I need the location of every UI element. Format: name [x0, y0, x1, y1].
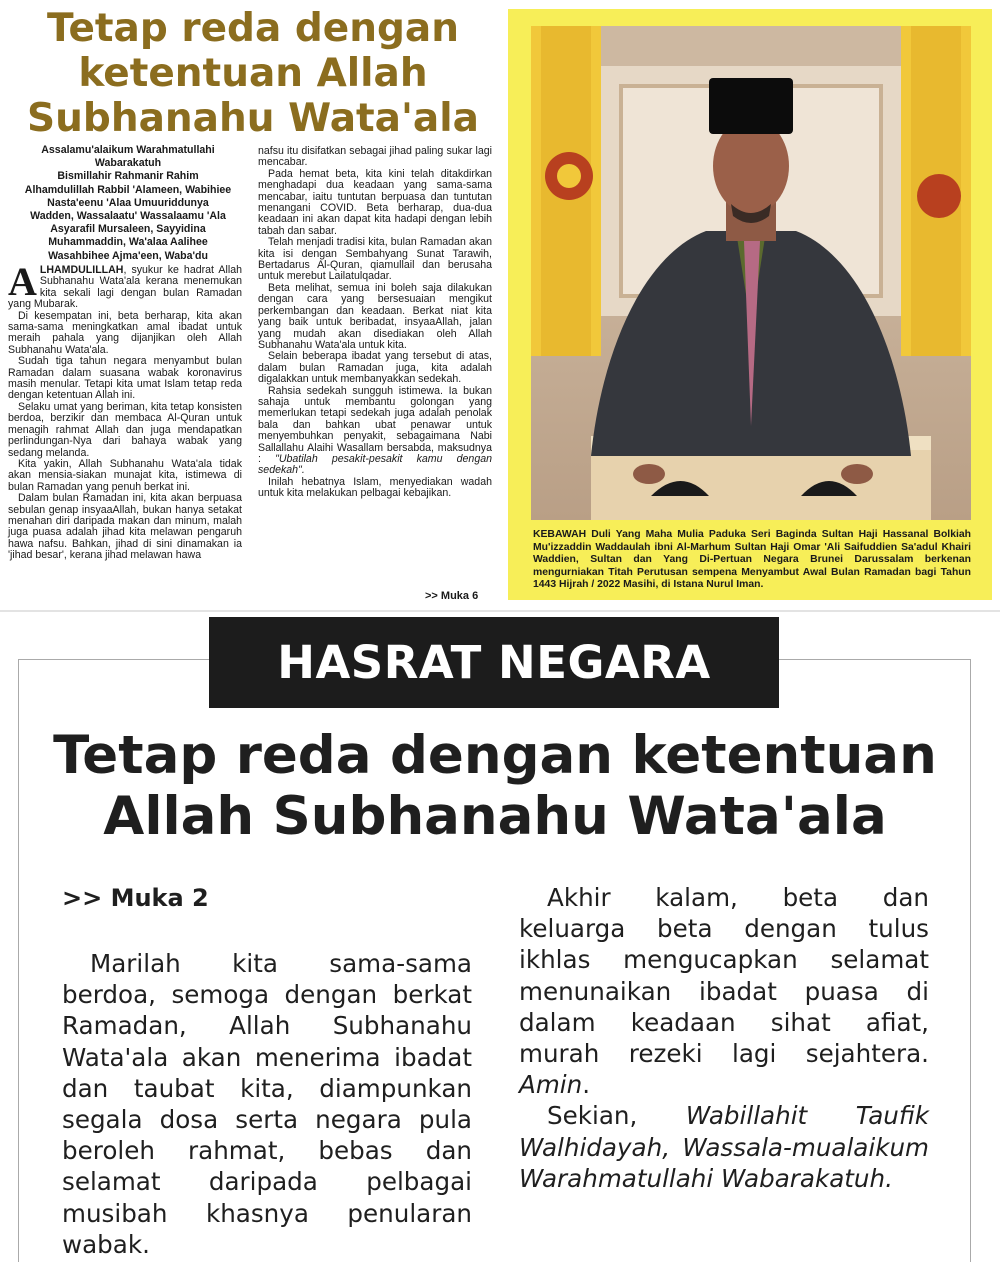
salutation-line: Muhammaddin, Wa'alaa Aalihee [48, 236, 208, 249]
top-headline-line: Tetap reda dengan [47, 6, 459, 51]
article-paragraph: Inilah hebatnya Islam, menyediakan wadah untuk kita melakukan pelbagai kebajikan. [258, 475, 492, 500]
salutation-line: Nasta'eenu 'Alaa Umuuriddunya [47, 196, 209, 209]
lead-rest: , syukur ke hadrat Allah Subhanahu Wata'ala kerana menemukan kita sekali lagi dengan bulan Ramadan yang Mubarak. [8, 264, 242, 311]
article-paragraph: Di kesempatan ini, beta berharap, kita akan sama-sama meningkatkan amal ibadat untuk meraih pahala yang dijanjikan oleh Allah Subhanahu Wata'ala. [8, 309, 242, 356]
bottom-headline-line: Tetap reda dengan ketentuan [53, 725, 937, 786]
photo-frame [508, 9, 992, 600]
article-paragraph: Sudah tiga tahun negara menyambut bulan Ramadan dalam suasana wabak koronavirus masih menular. Tetapi kita umat Islam tetap reda dengan ketentuan Allah ini. [8, 355, 242, 402]
article-paragraph: Pada hemat beta, kita kini telah ditakdirkan menghadapi dua keadaan yang sama-sama mencabar, iaitu tuntutan berpuasa dan tuntutan menangani COVID. Beta berharap, dua-dua keadaan ini akan dapat kita hadapi dengan lebih tabah dan sabar. [258, 167, 492, 237]
top-headline-line: Subhanahu Wata'ala [27, 96, 479, 141]
continued-link[interactable]: >> Muka 6 [425, 590, 479, 602]
lead-bold: LHAMDULILLAH [39, 264, 124, 276]
sekian-word: Sekian, [547, 1101, 686, 1131]
top-headline-line: ketentuan Allah [78, 51, 428, 96]
salutation-line: Wadden, Wassalaatu' Wassalaamu 'Ala [30, 210, 226, 223]
salutation-line: Wabarakatuh [94, 157, 162, 170]
closing-text: Akhir kalam, beta dan keluarga beta dengan tulus ikhlas mengucapkan selamat menunaikan ibadat puasa di dalam keadaan sihat afiat, murah rezeki lagi sejahtera. [519, 883, 929, 1069]
photo-caption: KEBAWAH Duli Yang Maha Mulia Paduka Seri Baginda Sultan Haji Hassanal Bolkiah Mu'izzaddin Waddaulah ibni Al-Marhum Sultan Haji Omar 'Ali Saifuddien Sa'adul Khairi Waddien, Sultan dan Yang Di-Pertuan Negara Brunei Darussalam berkenan mengurniakan Titah Perutusan sempena Menyambut Awal Bulan Ramadan bagi Tahun 1443 Hijrah / 2022 Masihi, di Istana Nurul Iman. [533, 529, 971, 591]
sultan-portrait-image [531, 26, 971, 520]
section-banner: HASRAT NEGARA [209, 617, 779, 708]
sedekah-quote: "Ubatilah pesakit-pesakit kamu dengan sedekah". [258, 452, 493, 477]
article-paragraph: nafsu itu disifatkan sebagai jihad paling sukar lagi mencabar. [258, 145, 492, 169]
bottom-headline [20, 725, 970, 847]
continued-from-label[interactable]: >> Muka 2 [62, 884, 209, 912]
article-column-2 [258, 146, 492, 500]
amin-period: . [582, 1070, 591, 1100]
article-column-1 [8, 259, 242, 562]
drop-cap: A [8, 259, 37, 304]
salutation-line: Wasahbihee Ajma'een, Waba'du [48, 249, 208, 262]
section-divider [0, 610, 1000, 612]
salutation-line: Alhamdulillah Rabbil 'Alameen, Wabihiee [24, 183, 232, 196]
bottom-headline-line: Allah Subhanahu Wata'ala [103, 786, 887, 847]
top-article [0, 0, 1000, 610]
article-paragraph: Selaku umat yang beriman, kita tetap konsisten berdoa, berzikir dan membaca Al-Quran untuk menagih rahmat Allah dan juga mendapatkan perlindungan-Nya dari bahaya wabak yang sedang melanda. [8, 400, 242, 459]
article-paragraph: Selain beberapa ibadat yang tersebut di atas, dalam bulan Ramadan juga, kita adalah digalakkan untuk membanyakkan sedekah. [258, 350, 492, 386]
lead-paragraph [8, 259, 242, 311]
sultan-photo [531, 26, 971, 520]
closing-salam: Wabillahit Taufik Walhidayah, Wassala-mualaikum Warahmatullahi Wabarakatuh. [519, 1101, 929, 1193]
article-paragraph: Telah menjadi tradisi kita, bulan Ramadan akan kita isi dengan Sembahyang Sunat Tarawih, Bertadarus Al-Quran, qiamullail dan berusaha untuk merebut Lailatulqadar. [258, 236, 492, 283]
article-paragraph: Dalam bulan Ramadan ini, kita akan berpuasa sebulan genap insyaaAllah, bukan hanya setakat menahan diri daripada makan dan minum, malah juga puasa adalah jihad kita melawan pengaruh hawa nafsu. Bahkan, jihad di sini dinamakan ia 'jihad besar', kerana jihad melawan hawa [8, 492, 242, 562]
article-paragraph [258, 386, 492, 477]
salutation-line: Assalamu'alaikum Warahmatullahi [41, 144, 215, 156]
sedekah-text: Rahsia sedekah sungguh istimewa. Ia bukan sahaja untuk membantu golongan yang memerlukan tetapi sedekah juga adalah penolak bala dan bahkan ubat penawar untuk menyembuhkan penyakit, sebagaimana Nabi Sallallahu Alaihi Wasallam bersabda, maksudnya : [258, 384, 492, 465]
article-paragraph: Beta melihat, semua ini boleh saja dilakukan dengan cara yang bersesuaian mengikut perkembangan dan keadaan. Berkat niat kita yang baik untuk beribadat, insyaaAllah, jalan yang mudah akan disediakan oleh Allah Subhanahu Wata'ala untuk kita. [258, 281, 492, 351]
amin-word: Amin [519, 1070, 583, 1100]
bottom-paragraph [519, 882, 929, 1100]
salutation-line: Bismillahir Rahmanir Rahim [57, 170, 199, 183]
bottom-paragraph: Marilah kita sama-sama berdoa, semoga dengan berkat Ramadan, Allah Subhanahu Wata'ala akan menerima ibadat dan taubat kita, diampunkan segala dosa serta negara pula beroleh rahmat, bebas dan selamat daripada pelbagai musibah khasnya penularan wabak. [62, 949, 472, 1259]
bottom-column-1 [62, 948, 472, 1260]
salutation-block [8, 144, 248, 263]
article-paragraph: Kita yakin, Allah Subhanahu Wata'ala tidak akan mensia-siakan munajat kita, istimewa di bulan Ramadan yang penuh berkat ini. [8, 457, 242, 493]
bottom-column-2 [519, 882, 929, 1194]
salutation-line: Asyarafil Mursaleen, Sayyidina [50, 223, 206, 236]
top-headline [8, 6, 498, 141]
bottom-paragraph [519, 1100, 929, 1194]
